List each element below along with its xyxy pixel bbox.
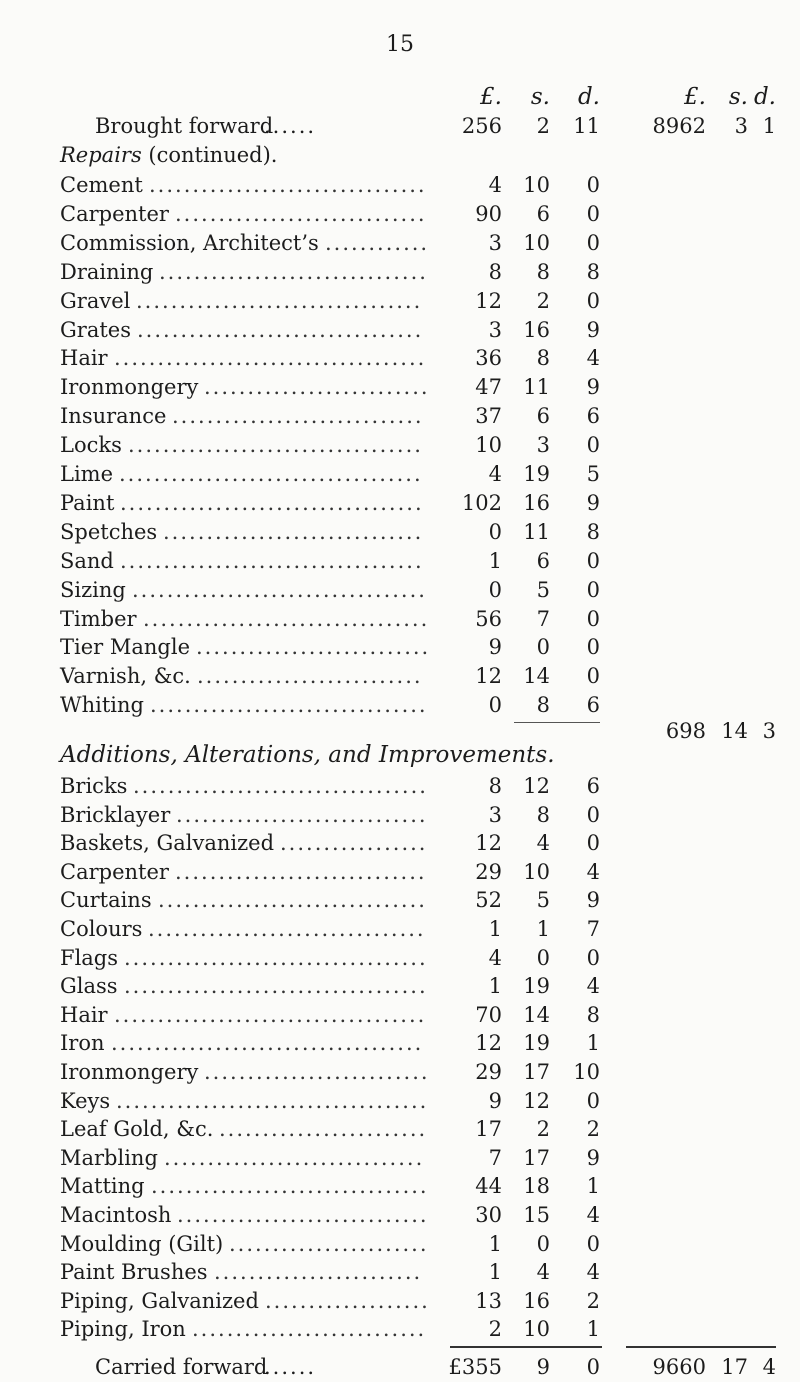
repair-item-row [0, 315, 800, 345]
leader-dots: .................................... [114, 1002, 427, 1027]
repair-item-pounds: 10 [475, 433, 502, 458]
leader-dots: .................................... [114, 346, 427, 371]
repair-item-pounds: 1 [488, 548, 502, 573]
addition-item-row [0, 1257, 800, 1287]
repair-item-pence: 0 [586, 201, 600, 226]
addition-item-shillings: 17 [523, 1145, 550, 1170]
repairs-heading-row [0, 140, 800, 170]
repair-item-pounds: 9 [488, 635, 502, 660]
repair-item-row [0, 604, 800, 634]
leader-dots: ............................. [175, 201, 427, 226]
carried-forward-total-pence: 4 [762, 1355, 776, 1379]
leader-dots: ........................ [219, 1117, 428, 1142]
leader-dots: .................................... [116, 1088, 429, 1113]
leader-dots: ................................ [151, 1174, 429, 1199]
repair-item-shillings: 10 [523, 230, 550, 255]
repair-item-shillings: 16 [523, 317, 550, 342]
repair-item-shillings: 14 [523, 664, 550, 689]
addition-item-pounds: 8 [488, 774, 502, 798]
repair-item-shillings: 10 [523, 173, 550, 197]
repair-item-label: Commission, Architect’s [60, 230, 319, 255]
addition-item-label: Ironmongery [60, 1060, 199, 1084]
addition-item-shillings: 14 [523, 1002, 550, 1027]
repair-item-row [0, 372, 800, 402]
page-number: 15 [386, 32, 414, 57]
repair-item-pounds: 12 [475, 664, 502, 689]
repair-item-pounds: 0 [488, 693, 502, 718]
addition-item-label: Hair [60, 1002, 108, 1027]
addition-item-pence: 4 [586, 1260, 600, 1285]
addition-item-row [0, 1086, 800, 1116]
addition-item-label: Keys [60, 1088, 111, 1113]
addition-item-label: Glass [60, 974, 118, 999]
addition-item-pence: 1 [586, 1031, 600, 1056]
repair-item-label: Timber [60, 606, 137, 631]
carried-forward-dots: ...... [264, 1355, 317, 1379]
leader-dots: ........................... [192, 1317, 427, 1342]
addition-item-label: Moulding (Gilt) [60, 1231, 224, 1256]
brought-forward-total-pounds: 8962 [652, 114, 706, 138]
addition-item-row [0, 971, 800, 1001]
leader-dots: ................................. [143, 606, 430, 631]
carried-forward-pence: 0 [586, 1355, 600, 1379]
repair-item-row [0, 401, 800, 431]
addition-item-pounds: 13 [475, 1288, 502, 1313]
repair-item-pence: 0 [586, 288, 600, 313]
repair-item-pounds: 4 [488, 462, 502, 486]
addition-item-label: Carpenter [60, 859, 169, 884]
addition-item-pounds: 30 [475, 1203, 502, 1227]
addition-item-pounds: 12 [475, 831, 502, 856]
addition-item-shillings: 4 [536, 831, 550, 856]
addition-item-label: Bricks [60, 774, 128, 798]
repair-item-pence: 8 [586, 259, 600, 284]
carried-forward-row [0, 1352, 800, 1382]
header-total-pence: d. [753, 84, 776, 110]
addition-item-pence: 9 [586, 888, 600, 913]
addition-item-pence: 2 [586, 1117, 600, 1142]
addition-item-label: Piping, Iron [60, 1317, 186, 1342]
header-total-shillings: s. [728, 84, 748, 110]
leader-dots: ................................... [120, 490, 424, 515]
repair-item-label: Cement [60, 173, 143, 197]
repair-item-shillings: 3 [536, 433, 550, 458]
addition-item-pence: 8 [586, 1002, 600, 1027]
carried-forward-total-pounds: 9660 [652, 1355, 706, 1379]
repair-item-pence: 5 [586, 462, 600, 486]
addition-item-pounds: 29 [475, 859, 502, 884]
repair-item-pounds: 12 [475, 288, 502, 313]
repair-item-row [0, 517, 800, 547]
repair-item-row [0, 546, 800, 576]
repair-item-pence: 9 [586, 490, 600, 515]
repair-item-label: Ironmongery [60, 375, 199, 400]
addition-item-pounds: 1 [488, 1231, 502, 1256]
addition-item-pence: 1 [586, 1174, 600, 1199]
repair-item-label: Draining [60, 259, 154, 284]
leader-dots: .............................. [163, 519, 424, 544]
repair-item-row [0, 575, 800, 605]
repairs-heading-suffix: (continued). [141, 143, 278, 167]
addition-item-shillings: 4 [536, 1260, 550, 1285]
addition-item-pence: 7 [586, 917, 600, 941]
repair-item-pence: 0 [586, 230, 600, 255]
additions-heading: Additions, Alterations, and Improvements. [60, 742, 555, 768]
addition-item-pounds: 29 [475, 1060, 502, 1084]
repair-item-pence: 0 [586, 548, 600, 573]
addition-item-pounds: 12 [475, 1031, 502, 1056]
repair-item-pounds: 56 [475, 606, 502, 631]
leader-dots: .................................... [111, 1031, 424, 1056]
header-pounds: £. [480, 84, 502, 110]
repair-item-label: Gravel [60, 288, 131, 313]
addition-item-row [0, 1057, 800, 1087]
repair-item-row [0, 199, 800, 229]
brought-forward-dots: ...... [264, 114, 317, 138]
addition-item-pounds: 3 [488, 802, 502, 827]
addition-item-row [0, 1314, 800, 1344]
addition-item-shillings: 18 [523, 1174, 550, 1199]
addition-item-pounds: 70 [475, 1002, 502, 1027]
repair-item-pounds: 36 [475, 346, 502, 371]
addition-item-pence: 4 [586, 974, 600, 999]
repair-item-shillings: 8 [536, 693, 550, 718]
repair-item-label: Carpenter [60, 201, 169, 226]
leader-dots: ................................... [119, 462, 423, 486]
leader-dots: ............................. [177, 1203, 429, 1227]
leader-dots: ........................... [196, 635, 431, 660]
leader-dots: ....................... [229, 1231, 429, 1256]
addition-item-pence: 2 [586, 1288, 600, 1313]
repair-item-pence: 6 [586, 404, 600, 429]
carried-forward-label: Carried forward [95, 1355, 268, 1379]
repairs-total-shillings: 14 [721, 719, 748, 743]
addition-item-row [0, 1171, 800, 1201]
repair-item-shillings: 0 [536, 635, 550, 660]
addition-item-pounds: 4 [488, 945, 502, 970]
addition-item-shillings: 10 [523, 1317, 550, 1342]
leader-dots: ............................... [158, 888, 427, 913]
addition-item-row [0, 1028, 800, 1058]
repair-item-pounds: 102 [461, 490, 502, 515]
addition-item-label: Curtains [60, 888, 152, 913]
carried-rule-left [450, 1346, 602, 1348]
addition-item-pounds: 1 [488, 1260, 502, 1285]
leader-dots: ................................ [148, 917, 426, 941]
addition-item-label: Leaf Gold, &c. [60, 1117, 214, 1142]
repair-item-row [0, 459, 800, 489]
brought-forward-total-pence: 1 [762, 114, 776, 138]
addition-item-row [0, 1229, 800, 1259]
addition-item-shillings: 1 [536, 917, 550, 941]
leader-dots: ............................. [176, 802, 428, 827]
leader-dots: .............................. [164, 1145, 425, 1170]
repair-item-pounds: 0 [488, 519, 502, 544]
addition-item-pence: 0 [586, 802, 600, 827]
addition-item-shillings: 12 [523, 774, 550, 798]
addition-item-row [0, 800, 800, 830]
repair-item-pounds: 37 [475, 404, 502, 429]
leader-dots: ............................. [172, 404, 424, 429]
leader-dots: .................................. [128, 433, 423, 458]
header-total-pounds: £. [684, 84, 706, 110]
repair-item-label: Sizing [60, 577, 126, 602]
addition-item-shillings: 12 [523, 1088, 550, 1113]
carried-rule-right [626, 1346, 776, 1348]
addition-item-label: Colours [60, 917, 143, 941]
brought-forward-total-shillings: 3 [734, 114, 748, 138]
leader-dots: ................................... [124, 945, 428, 970]
addition-item-row [0, 1000, 800, 1030]
addition-item-row [0, 1114, 800, 1144]
addition-item-pounds: 2 [488, 1317, 502, 1342]
addition-item-pounds: 44 [475, 1174, 502, 1199]
addition-item-shillings: 2 [536, 1117, 550, 1142]
carried-forward-total-shillings: 17 [721, 1355, 748, 1379]
addition-item-pounds: 9 [488, 1088, 502, 1113]
addition-item-row [0, 1286, 800, 1316]
leader-dots: ................... [265, 1288, 430, 1313]
repair-item-shillings: 11 [523, 375, 550, 400]
repair-item-pence: 0 [586, 635, 600, 660]
header-pence: d. [577, 84, 600, 110]
repair-item-row [0, 661, 800, 691]
repair-item-label: Varnish, &c. [60, 664, 191, 689]
addition-item-pence: 0 [586, 1088, 600, 1113]
addition-item-label: Bricklayer [60, 802, 171, 827]
repair-item-row [0, 632, 800, 662]
leader-dots: .................................. [132, 577, 427, 602]
addition-item-pence: 6 [586, 774, 600, 798]
addition-item-row [0, 828, 800, 858]
brought-forward-pence: 11 [573, 114, 600, 138]
repair-item-row [0, 343, 800, 373]
addition-item-row [0, 914, 800, 944]
repair-item-pounds: 47 [475, 375, 502, 400]
brought-forward-label: Brought forward [95, 114, 274, 138]
repair-item-row [0, 488, 800, 518]
leader-dots: ................. [280, 831, 428, 856]
repairs-heading: Repairs [60, 143, 142, 167]
repair-item-label: Grates [60, 317, 131, 342]
repair-item-shillings: 16 [523, 490, 550, 515]
repair-item-row [0, 228, 800, 258]
addition-item-pounds: 17 [475, 1117, 502, 1142]
addition-item-label: Paint Brushes [60, 1260, 208, 1285]
leader-dots: .......................... [204, 375, 430, 400]
addition-item-pence: 4 [586, 1203, 600, 1227]
leader-dots: ................................. [136, 288, 423, 313]
leader-dots: .......................... [197, 664, 423, 689]
repair-item-shillings: 6 [536, 201, 550, 226]
repair-item-pounds: 3 [488, 317, 502, 342]
repair-item-pounds: 4 [488, 173, 502, 197]
repair-item-label: Lime [60, 462, 114, 486]
leader-dots: ................................. [137, 317, 424, 342]
leader-dots: .................................. [133, 774, 428, 798]
repair-item-row [0, 170, 800, 200]
leader-dots: ................................ [150, 693, 428, 718]
repair-item-pounds: 0 [488, 577, 502, 602]
repairs-total-pounds: 698 [665, 719, 706, 743]
addition-item-pence: 1 [586, 1317, 600, 1342]
addition-item-shillings: 19 [523, 1031, 550, 1056]
addition-item-shillings: 19 [523, 974, 550, 999]
repair-item-label: Locks [60, 433, 122, 458]
repair-item-label: Insurance [60, 404, 167, 429]
repair-item-pence: 0 [586, 173, 600, 197]
addition-item-pounds: 1 [488, 974, 502, 999]
repair-item-pounds: 90 [475, 201, 502, 226]
repair-item-shillings: 8 [536, 259, 550, 284]
repair-item-shillings: 7 [536, 606, 550, 631]
addition-item-row [0, 1143, 800, 1173]
addition-item-shillings: 16 [523, 1288, 550, 1313]
addition-item-label: Marbling [60, 1145, 158, 1170]
addition-item-shillings: 17 [523, 1060, 550, 1084]
repair-item-pence: 6 [586, 693, 600, 718]
repairs-total-pence: 3 [762, 719, 776, 743]
brought-forward-row [0, 111, 800, 141]
addition-item-row [0, 943, 800, 973]
repair-item-shillings: 8 [536, 346, 550, 371]
repair-item-pence: 0 [586, 606, 600, 631]
repair-item-shillings: 2 [536, 288, 550, 313]
addition-item-shillings: 0 [536, 945, 550, 970]
addition-item-pounds: 1 [488, 917, 502, 941]
repair-item-label: Spetches [60, 519, 158, 544]
addition-item-pence: 4 [586, 859, 600, 884]
repair-item-pence: 0 [586, 433, 600, 458]
leader-dots: ................................... [120, 548, 424, 573]
repair-item-label: Paint [60, 490, 115, 515]
repair-item-row [0, 286, 800, 316]
repair-item-shillings: 19 [523, 462, 550, 486]
repair-item-pence: 8 [586, 519, 600, 544]
addition-item-shillings: 5 [536, 888, 550, 913]
repair-item-row [0, 430, 800, 460]
repair-item-pence: 4 [586, 346, 600, 371]
repair-item-label: Sand [60, 548, 114, 573]
addition-item-row [0, 857, 800, 887]
leader-dots: ........................ [214, 1260, 423, 1285]
repair-item-shillings: 6 [536, 404, 550, 429]
header-shillings: s. [530, 84, 550, 110]
addition-item-shillings: 10 [523, 859, 550, 884]
addition-item-row [0, 1200, 800, 1230]
addition-item-pence: 0 [586, 1231, 600, 1256]
repair-item-label: Whiting [60, 693, 144, 718]
leader-dots: .......................... [204, 1060, 430, 1084]
addition-item-label: Piping, Galvanized [60, 1288, 259, 1313]
addition-item-shillings: 8 [536, 802, 550, 827]
repair-item-pounds: 3 [488, 230, 502, 255]
addition-item-pence: 0 [586, 831, 600, 856]
addition-item-shillings: 15 [523, 1203, 550, 1227]
leader-dots: ............................. [175, 859, 427, 884]
addition-item-label: Iron [60, 1031, 105, 1056]
addition-item-row [0, 885, 800, 915]
repair-item-shillings: 11 [523, 519, 550, 544]
addition-item-row [0, 771, 800, 801]
addition-item-label: Matting [60, 1174, 145, 1199]
repair-item-label: Tier Mangle [60, 635, 190, 660]
leader-dots: ............ [325, 230, 430, 255]
brought-forward-pounds: 256 [461, 114, 502, 138]
repair-item-shillings: 6 [536, 548, 550, 573]
addition-item-label: Macintosh [60, 1203, 172, 1227]
repair-item-pence: 0 [586, 577, 600, 602]
addition-item-pounds: 7 [488, 1145, 502, 1170]
addition-item-pence: 10 [573, 1060, 600, 1084]
addition-item-pence: 0 [586, 945, 600, 970]
addition-item-pounds: 52 [475, 888, 502, 913]
repair-item-row [0, 257, 800, 287]
brought-forward-shillings: 2 [536, 114, 550, 138]
repair-item-label: Hair [60, 346, 108, 371]
repair-item-pence: 0 [586, 664, 600, 689]
repair-item-pence: 9 [586, 375, 600, 400]
repair-item-pence: 9 [586, 317, 600, 342]
carried-forward-pounds: £355 [448, 1355, 502, 1379]
leader-dots: ................................ [149, 173, 427, 197]
addition-item-label: Baskets, Galvanized [60, 831, 275, 856]
addition-item-label: Flags [60, 945, 119, 970]
carried-forward-shillings: 9 [536, 1355, 550, 1379]
addition-item-shillings: 0 [536, 1231, 550, 1256]
addition-item-pence: 9 [586, 1145, 600, 1170]
repair-item-pounds: 8 [488, 259, 502, 284]
repair-item-shillings: 5 [536, 577, 550, 602]
leader-dots: ............................... [159, 259, 428, 284]
leader-dots: ................................... [124, 974, 428, 999]
